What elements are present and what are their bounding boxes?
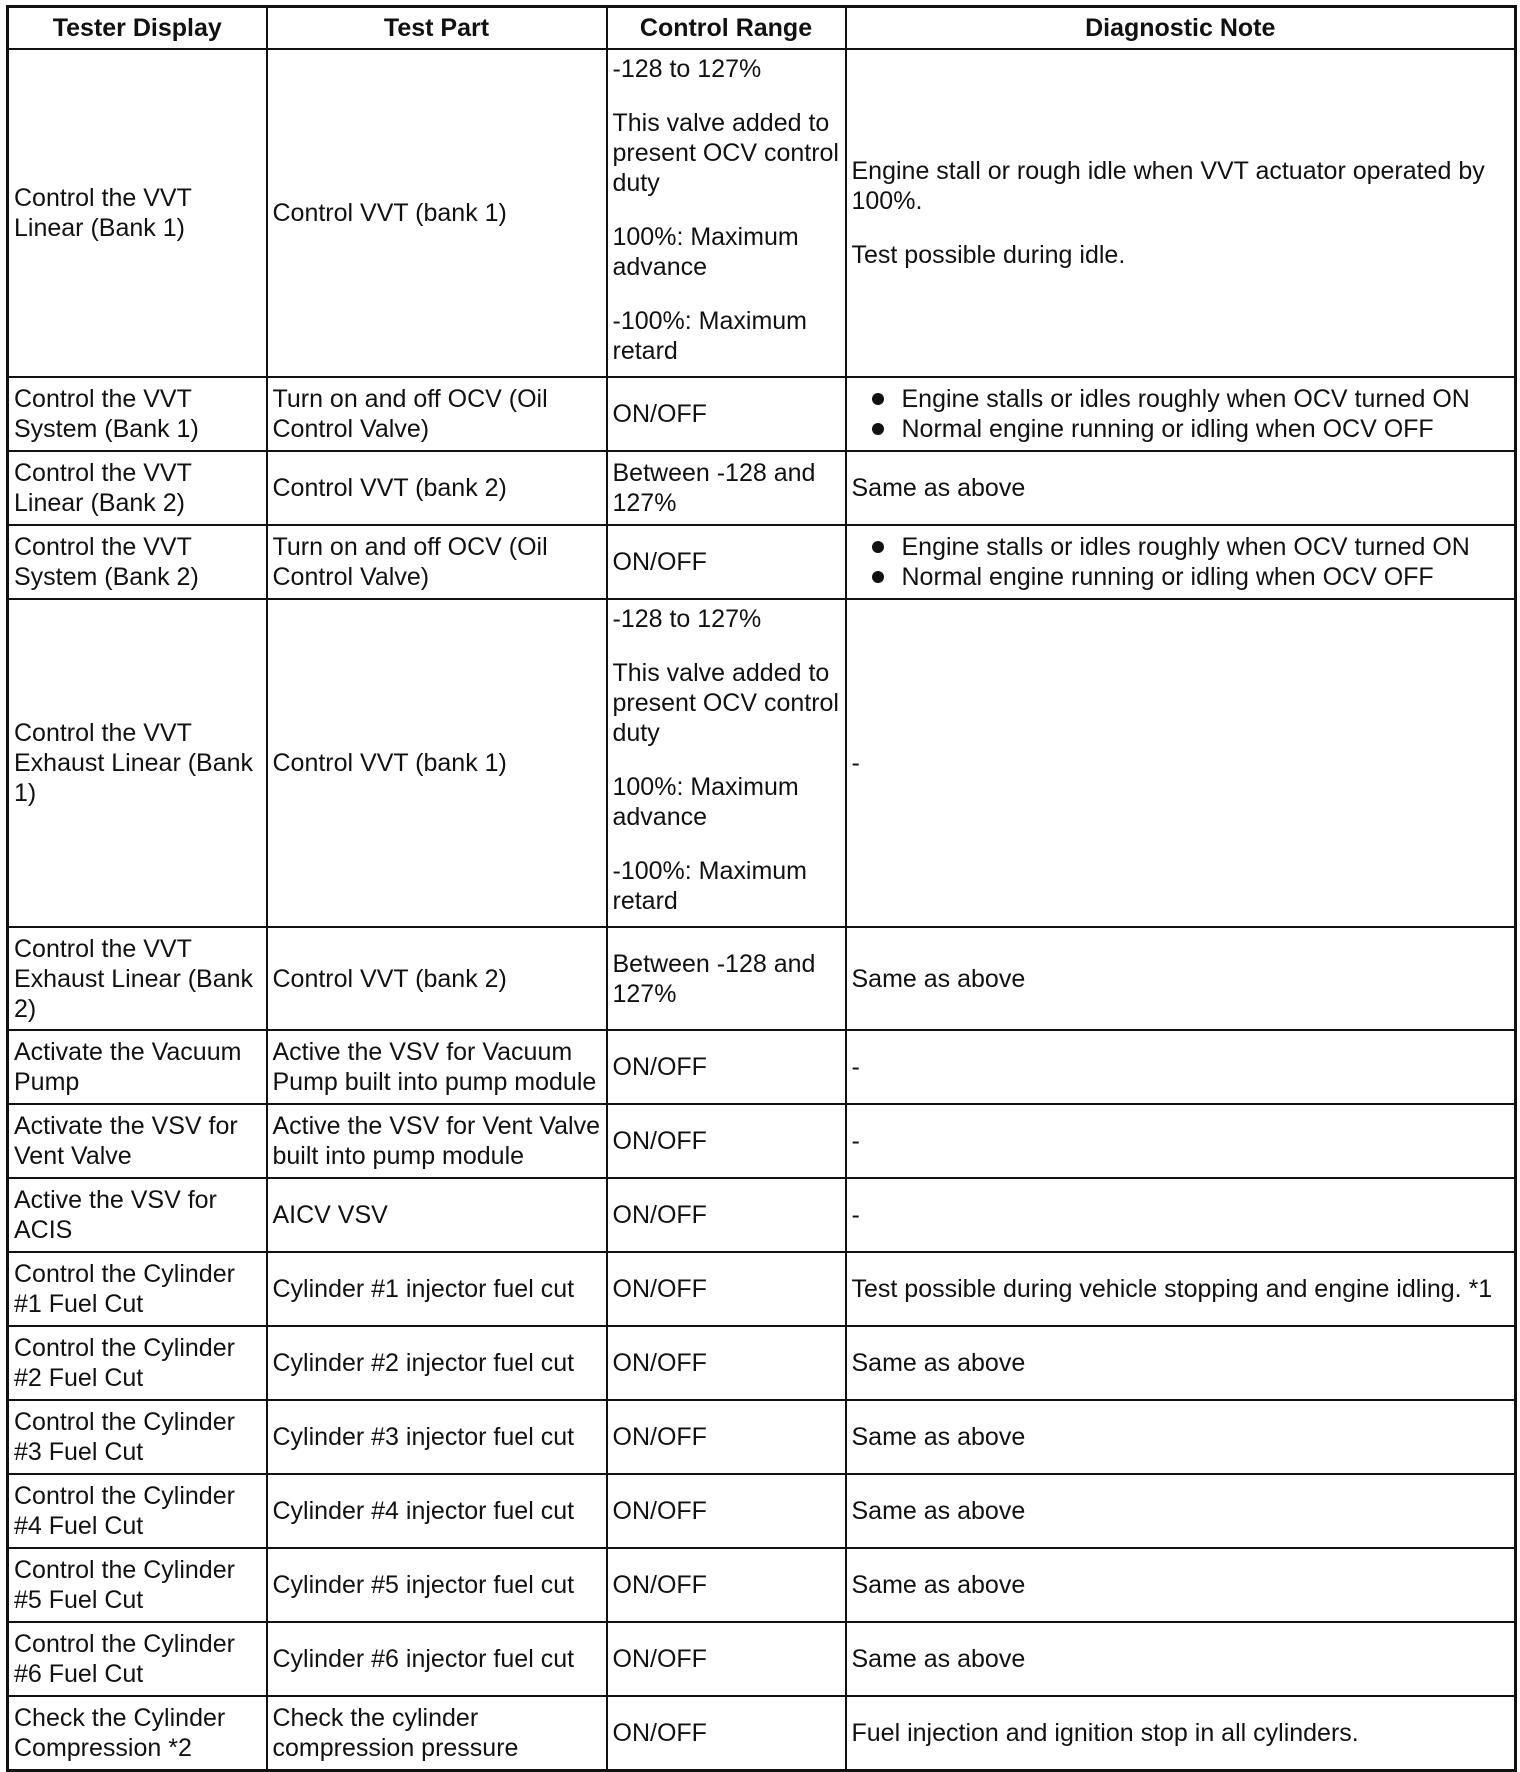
cell-tester-display: Check the Cylinder Compression *2: [8, 1696, 267, 1771]
cell-diagnostic-note: [846, 1030, 1516, 1104]
cell-control-range: [607, 1178, 846, 1252]
cell-tester-display: Control the Cylinder #3 Fuel Cut: [8, 1400, 267, 1474]
diagnostic-note-text: Same as above: [851, 1571, 1026, 1599]
diagnostic-note-list: [852, 384, 1510, 444]
header-tester-display: Tester Display: [8, 7, 267, 50]
cell-tester-display: Control the Cylinder #1 Fuel Cut: [8, 1252, 267, 1326]
table-row: [8, 1104, 1516, 1178]
cell-test-part: Cylinder #5 injector fuel cut: [267, 1548, 607, 1622]
cell-tester-display: Control the Cylinder #4 Fuel Cut: [8, 1474, 267, 1548]
control-range-text: ON/OFF: [612, 1719, 707, 1747]
control-range-text: ON/OFF: [612, 1645, 707, 1673]
cell-control-range: [607, 1400, 846, 1474]
cell-test-part: AICV VSV: [267, 1178, 607, 1252]
cell-diagnostic-note: [846, 1252, 1516, 1326]
diagnostic-note-text: Same as above: [851, 1645, 1026, 1673]
control-range-text: This valve added to present OCV control duty: [612, 109, 839, 197]
cell-test-part: Control VVT (bank 1): [267, 49, 607, 377]
header-control-range: Control Range: [607, 7, 846, 50]
cell-control-range: [607, 1104, 846, 1178]
cell-test-part: Cylinder #2 injector fuel cut: [267, 1326, 607, 1400]
cell-test-part: Cylinder #3 injector fuel cut: [267, 1400, 607, 1474]
cell-control-range: [607, 1696, 846, 1771]
table-row: [8, 1622, 1516, 1696]
diagnostic-note-text: Test possible during vehicle stopping and engine idling. *1: [851, 1275, 1493, 1303]
cell-tester-display: Control the VVT Linear (Bank 2): [8, 451, 267, 525]
control-range-text: ON/OFF: [612, 1201, 707, 1229]
diagnostic-note-text: -: [851, 1053, 860, 1081]
diagnostic-note-bullet: Normal engine running or idling when OCV OFF: [852, 414, 1510, 444]
cell-tester-display: Activate the Vacuum Pump: [8, 1030, 267, 1104]
diagnostic-note-text: Same as above: [851, 1423, 1026, 1451]
control-range-text: 100%: Maximum advance: [612, 223, 799, 281]
diagnostic-note-text: Fuel injection and ignition stop in all cylinders.: [851, 1719, 1359, 1747]
table-row: [8, 1326, 1516, 1400]
cell-diagnostic-note: [846, 49, 1516, 377]
diagnostic-note-text: -: [851, 1127, 860, 1155]
cell-control-range: [607, 1474, 846, 1548]
cell-tester-display: Activate the VSV for Vent Valve: [8, 1104, 267, 1178]
cell-control-range: [607, 451, 846, 525]
cell-diagnostic-note: [846, 377, 1516, 451]
cell-diagnostic-note: [846, 1548, 1516, 1622]
cell-control-range: [607, 49, 846, 377]
control-range-text: 100%: Maximum advance: [612, 773, 799, 831]
cell-test-part: Active the VSV for Vent Valve built into pump module: [267, 1104, 607, 1178]
table-body: [8, 49, 1516, 1771]
cell-diagnostic-note: [846, 1178, 1516, 1252]
cell-test-part: Turn on and off OCV (Oil Control Valve): [267, 525, 607, 599]
control-range-text: ON/OFF: [612, 1497, 707, 1525]
header-diagnostic-note: Diagnostic Note: [846, 7, 1516, 50]
cell-tester-display: Control the Cylinder #5 Fuel Cut: [8, 1548, 267, 1622]
table-row: [8, 1548, 1516, 1622]
diagnostic-note-text: Engine stall or rough idle when VVT actuator operated by 100%.: [851, 157, 1485, 215]
control-range-text: -128 to 127%: [612, 55, 762, 83]
table-row: [8, 927, 1516, 1030]
table-row: [8, 1178, 1516, 1252]
diagnostic-note-list: [852, 532, 1510, 592]
cell-test-part: Control VVT (bank 2): [267, 451, 607, 525]
table-row: [8, 1696, 1516, 1771]
cell-test-part: Cylinder #1 injector fuel cut: [267, 1252, 607, 1326]
diagnostic-note-text: Same as above: [851, 474, 1026, 502]
cell-diagnostic-note: [846, 451, 1516, 525]
cell-test-part: Control VVT (bank 1): [267, 599, 607, 927]
active-test-table: [6, 5, 1517, 1772]
diagnostic-note-bullet: Engine stalls or idles roughly when OCV turned ON: [852, 384, 1510, 414]
cell-tester-display: Active the VSV for ACIS: [8, 1178, 267, 1252]
table-row: [8, 525, 1516, 599]
cell-tester-display: Control the VVT Exhaust Linear (Bank 1): [8, 599, 267, 927]
table-row: [8, 1252, 1516, 1326]
cell-tester-display: Control the Cylinder #6 Fuel Cut: [8, 1622, 267, 1696]
cell-tester-display: Control the VVT Exhaust Linear (Bank 2): [8, 927, 267, 1030]
cell-control-range: [607, 525, 846, 599]
control-range-text: -128 to 127%: [612, 605, 762, 633]
table-header-row: [8, 7, 1516, 50]
control-range-text: ON/OFF: [612, 548, 707, 576]
diagnostic-note-text: -: [851, 1201, 860, 1229]
cell-tester-display: Control the VVT System (Bank 2): [8, 525, 267, 599]
cell-tester-display: Control the VVT System (Bank 1): [8, 377, 267, 451]
cell-control-range: [607, 1326, 846, 1400]
control-range-text: ON/OFF: [612, 400, 707, 428]
table-row: [8, 451, 1516, 525]
active-test-table-wrapper: [6, 5, 1514, 1772]
cell-tester-display: Control the VVT Linear (Bank 1): [8, 49, 267, 377]
cell-test-part: Control VVT (bank 2): [267, 927, 607, 1030]
cell-control-range: [607, 1622, 846, 1696]
table-row: [8, 1030, 1516, 1104]
control-range-text: ON/OFF: [612, 1275, 707, 1303]
control-range-text: Between -128 and 127%: [612, 949, 816, 1008]
cell-control-range: [607, 1548, 846, 1622]
control-range-text: ON/OFF: [612, 1423, 707, 1451]
cell-diagnostic-note: [846, 1326, 1516, 1400]
control-range-text: -100%: Maximum retard: [612, 857, 807, 915]
cell-diagnostic-note: [846, 599, 1516, 927]
table-row: [8, 377, 1516, 451]
diagnostic-note-text: Same as above: [851, 1349, 1026, 1377]
cell-test-part: Cylinder #4 injector fuel cut: [267, 1474, 607, 1548]
cell-control-range: [607, 927, 846, 1030]
cell-control-range: [607, 599, 846, 927]
table-row: [8, 1474, 1516, 1548]
cell-test-part: Cylinder #6 injector fuel cut: [267, 1622, 607, 1696]
cell-tester-display: Control the Cylinder #2 Fuel Cut: [8, 1326, 267, 1400]
table-row: [8, 49, 1516, 377]
header-test-part: Test Part: [267, 7, 607, 50]
cell-diagnostic-note: [846, 1400, 1516, 1474]
diagnostic-note-bullet: Normal engine running or idling when OCV OFF: [852, 562, 1510, 592]
cell-diagnostic-note: [846, 1622, 1516, 1696]
control-range-text: ON/OFF: [612, 1349, 707, 1377]
diagnostic-note-text: Same as above: [851, 1497, 1026, 1525]
diagnostic-note-text: Test possible during idle.: [851, 241, 1126, 269]
cell-control-range: [607, 1030, 846, 1104]
cell-diagnostic-note: [846, 1696, 1516, 1771]
control-range-text: Between -128 and 127%: [612, 459, 816, 517]
diagnostic-note-text: -: [851, 749, 860, 777]
control-range-text: -100%: Maximum retard: [612, 307, 807, 365]
control-range-text: This valve added to present OCV control duty: [612, 659, 839, 747]
cell-diagnostic-note: [846, 1474, 1516, 1548]
diagnostic-note-text: Same as above: [851, 964, 1026, 993]
cell-diagnostic-note: [846, 525, 1516, 599]
cell-diagnostic-note: [846, 1104, 1516, 1178]
control-range-text: ON/OFF: [612, 1127, 707, 1155]
cell-control-range: [607, 377, 846, 451]
diagnostic-note-bullet: Engine stalls or idles roughly when OCV turned ON: [852, 532, 1510, 562]
table-row: [8, 599, 1516, 927]
cell-test-part: Turn on and off OCV (Oil Control Valve): [267, 377, 607, 451]
cell-diagnostic-note: [846, 927, 1516, 1030]
cell-test-part: Active the VSV for Vacuum Pump built into pump module: [267, 1030, 607, 1104]
control-range-text: ON/OFF: [612, 1053, 707, 1081]
control-range-text: ON/OFF: [612, 1571, 707, 1599]
table-row: [8, 1400, 1516, 1474]
cell-test-part: Check the cylinder compression pressure: [267, 1696, 607, 1771]
cell-control-range: [607, 1252, 846, 1326]
